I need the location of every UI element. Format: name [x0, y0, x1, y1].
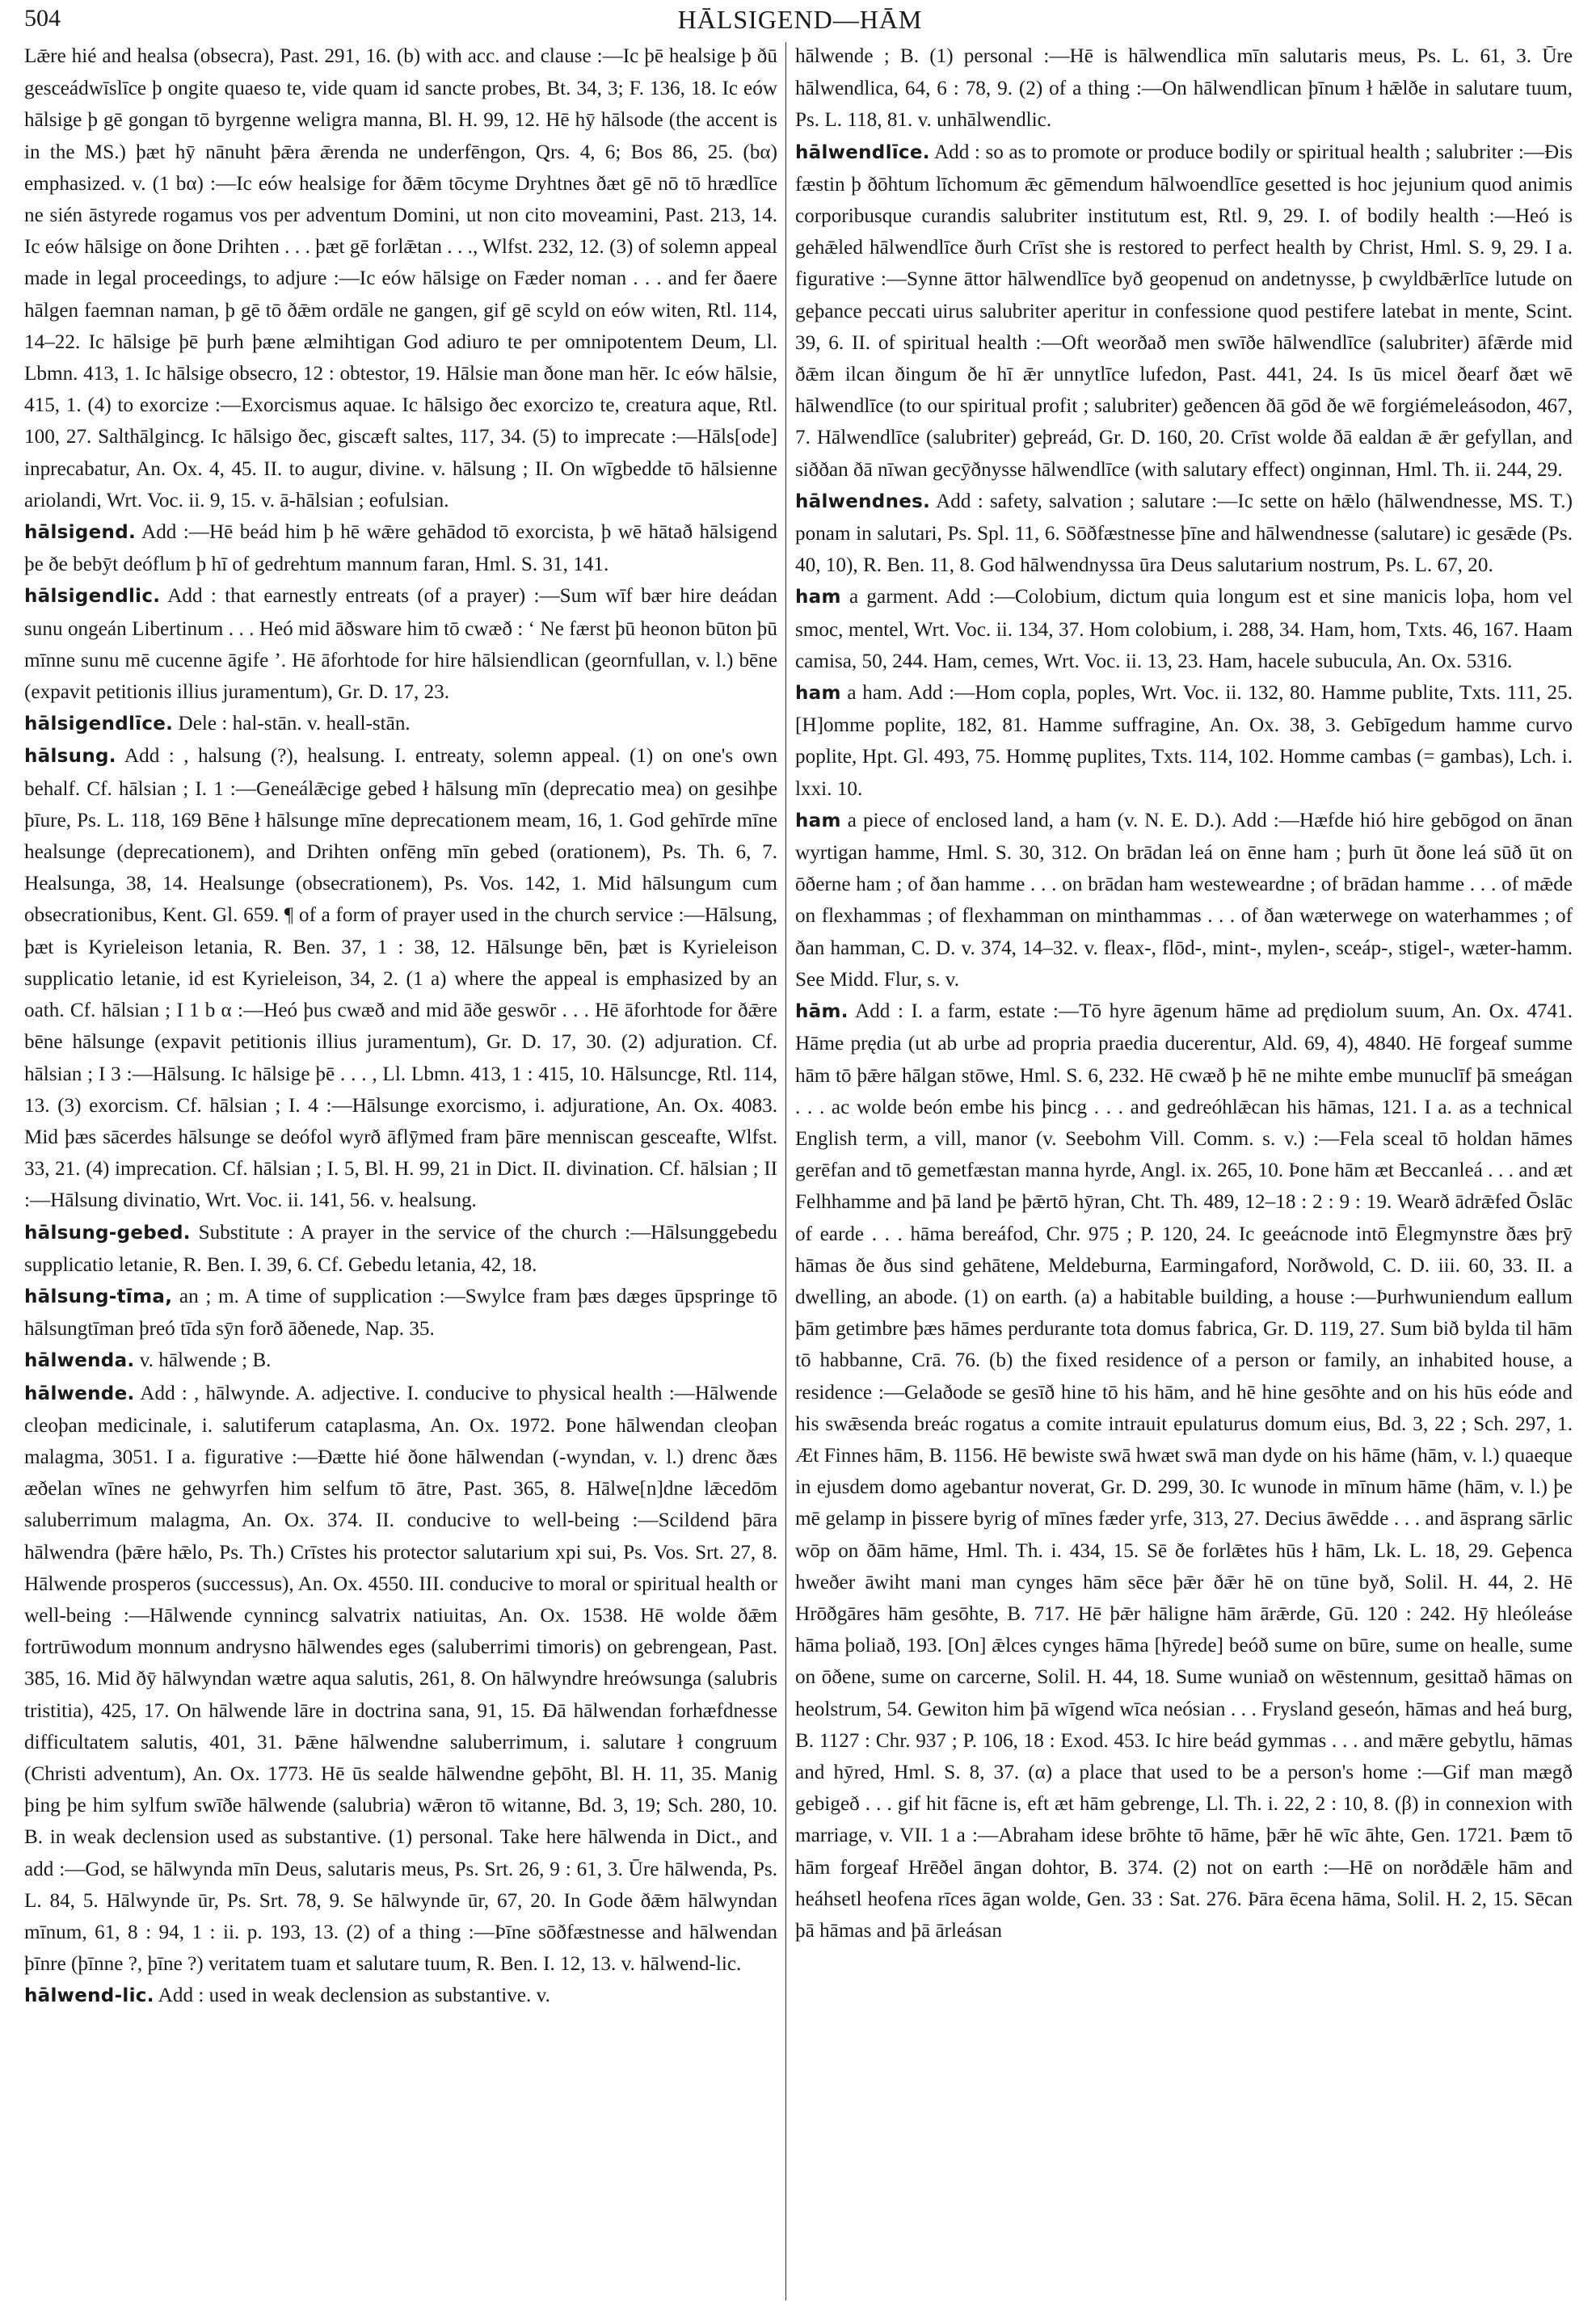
headword: hālwende. [24, 1383, 135, 1404]
headword: ham [795, 587, 841, 608]
headword: hālsigendlic. [24, 586, 161, 608]
dictionary-entry [24, 1281, 777, 1345]
column-divider [785, 42, 786, 2300]
headword: hālwenda. [24, 1350, 135, 1372]
dictionary-entry [24, 1378, 777, 1981]
dictionary-entry [24, 580, 777, 708]
dictionary-entry [795, 805, 1573, 996]
headword: hālsung-gebed. [24, 1222, 191, 1244]
dictionary-entry [24, 1217, 777, 1281]
dictionary-entry [24, 40, 777, 516]
left-column [24, 40, 777, 2013]
dictionary-entry [24, 708, 777, 740]
headword: ham [795, 810, 841, 831]
headword: hālsung-tīma, [24, 1286, 173, 1307]
headword: hālwendlīce. [795, 141, 930, 163]
headword: hālsigend. [24, 522, 136, 544]
headword: hālsigendlīce. [24, 714, 174, 735]
dictionary-entry [24, 1345, 777, 1377]
dictionary-entry [795, 581, 1573, 677]
headword: hālwend-lic. [24, 1985, 154, 2007]
entry-text: Add : , halsung (?), healsung. I. entreaty, solemn appeal. (1) on one's own behalf. Cf. hālsian ; I. 1 :—Geneálǣcige gebed ł hālsung mīn (deprecatio mea) on gesihþe þīure, Ps. L. 118, 169 Bēne ł hālsunge mīne deprecationem meam, 16, 1. God gehīrde mīne healsunge (deprecationem), and Drihten onfēng mīn gebed (orationem), Ps. Th. 6, 7. Healsunga, 38, 14. Healsunge (obsecrationem), Ps. Vos. 142, 1. Mid hālsungum cum obsecrationibus, Kent. Gl. 659. ¶ of a form of prayer used in the church service :—Hālsung, þæt is Kyrieleison letania, R. Ben. 37, 1 : 38, 12. Hālsunge bēn, þæt is Kyrieleison supplicatio letanie, id est Kyrieleison, 34, 2. (1 a) where the appeal is emphasized by an oath. Cf. hālsian ; I 1 b α :—Heó þus cwæð and mid āðe geswōr . . . Hē āforhtode for ðǣre bēne hālsunge (expavit petitionis illius juramentum), Gr. D. 17, 30. (2) adjuration. Cf. hālsian ; I 3 :—Hālsung. Ic hālsige þē . . . , Ll. Lbmn. 413, 1 : 415, 10. Hālsuncge, Rtl. 114, 13. (3) exorcism. Cf. hālsian ; I. 4 :—Hālsunge exorcismo, i. adjuratione, An. Ox. 4083. Mid þæs sācerdes hālsunge se deófol wyrð āflȳmed fram þāre menniscan gesceafte, Wlfst. 33, 21. (4) imprecation. Cf. hālsian ; I. 5, Bl. H. 99, 21 in Dict. II. divination. Cf. hālsian ; II :—Hālsung divinatio, Wrt. Voc. ii. 141, 56. v. healsung. [24, 745, 777, 1212]
entry-text: a piece of enclosed land, a ham (v. N. E. D.). Add :—Hæfde hió hire gebōgod on ānan wyrtigan hamme, Hml. S. 30, 312. On brādan leá on ēnne ham ; þurh ūt ðone leá sūð ūt on ōðerne ham ; of ðan hamme . . . on brādan ham westeweardne ; of brādan hamme . . . of mǣde on flexhammas ; of flexhamman on minthammas . . . of ðan wæterwege on waterhammes ; of ðan hamman, C. D. v. 374, 14–32. v. fleax-, flōd-, mint-, mylen-, sceáp-, stigel-, wæter-hamm. See Midd. Flur, s. v. [795, 809, 1573, 991]
entry-text: Add : , hālwynde. A. adjective. I. conducive to physical health :—Hālwende cleoþan medicinale, i. salutiferum cataplasma, An. Ox. 1972. Þone hālwendan cleoþan malagma, 3051. I a. figurative :—Ðætte hié ðone hālwendan (-wyndan, v. l.) drenc ðæs æðelan wīnes ne gehwyrfen him selfum tō ātre, Past. 365, 8. Hālwe[n]dne lǣcedōm saluberrimum malagma, An. Ox. 374. II. conducive to well-being :—Scildend þāra hālwendra (þǣre hǣlo, Ps. Th.) Crīstes his protector salutarium xpi sui, Ps. Vos. Srt. 27, 8. Hālwende prosperos (successus), An. Ox. 4550. III. conducive to moral or spiritual health or well-being :—Hālwende cynnincg salvatrix natiuitas, An. Ox. 1538. Hē wolde ðǣm fortrūwodum monnum andrysno hālwendes eges (saluberrimi timoris) on gebrengean, Past. 385, 16. Mid ðȳ hālwyndan wætre aqua salutis, 261, 8. On hālwyndre hreówsunga (salubris tristitia), 425, 17. On hālwende lāre in doctrina sana, 91, 15. Ðā hālwendan forhæfdnesse difficultatem salutis, 401, 31. Þǣne hālwendne saluberrimum, i. salutare ł congruum (Christi adventum), An. Ox. 1773. Hē ūs sealde hālwendne geþōht, Bl. H. 11, 35. Manig þing þe him sylfum swīðe hālwende (salubria) wǣron tō witanne, Bd. 3, 19; Sch. 280, 10. B. in weak declension used as substantive. (1) personal. Take here hālwenda in Dict., and add :—God, se hālwynda mīn Deus, salutaris meus, Ps. Srt. 26, 9 : 61, 3. Ūre hālwenda, Ps. L. 84, 5. Hālwynde ūr, Ps. Srt. 78, 9. Se hālwynde ūr, 67, 20. In Gode ðǣm hālwyndan mīnum, 61, 8 : 94, 1 : ii. p. 193, 13. (2) of a thing :—Þīne sōðfæstnesse and hālwendan þīnre (þīnne ?, þīne ?) veritatem tuam et salutare tuum, R. Ben. I. 12, 13. v. hālwend-lic. [24, 1382, 777, 1976]
headword: hām. [795, 1001, 849, 1023]
entry-text: a garment. Add :—Colobium, dictum quia longum est et sine manicis loþa, hom vel smoc, mentel, Wrt. Voc. ii. 134, 37. Hom colobium, i. 288, 34. Ham, hom, Txts. 46, 167. Haam camisa, 50, 244. Ham, cemes, Wrt. Voc. ii. 13, 23. Ham, hacele subucula, An. Ox. 5316. [795, 586, 1573, 672]
dictionary-entry [795, 996, 1573, 1947]
dictionary-entry [795, 486, 1573, 582]
headword: hālsung. [24, 746, 116, 768]
entry-text: Substitute : A prayer in the service of the church :—Hālsunggebedu supplicatio letanie, R. Ben. I. 39, 6. Cf. Gebedu letania, 42, 18. [24, 1221, 777, 1276]
right-column [795, 40, 1573, 1947]
dictionary-entry [795, 677, 1573, 805]
entry-text: Add :—Hē beád him þ hē wǣre gehādod tō exorcista, þ wē hātað hālsigend þe ðe bebȳt deóflum þ hī of gedrehtum mannum faran, Hml. S. 31, 141. [24, 521, 777, 576]
running-title: HĀLSIGEND—HĀM [677, 5, 923, 34]
dictionary-entry [24, 740, 777, 1216]
entry-text: Add : used in weak declension as substantive. v. [154, 1985, 550, 2007]
entry-text: Dele : hal-stān. v. heall-stān. [173, 713, 411, 735]
dictionary-entry [24, 1980, 777, 2012]
entry-text: Add : I. a farm, estate :—Tō hyre āgenum hāme ad prędiolum suum, An. Ox. 4741. Hāme prędia (ut ab urbe ad propria praedia ducerentur, Ald. 69, 4), 4840. Hē forgeaf summe hām tō þǣre hālgan stōwe, Hml. S. 6, 232. Hē cwæð þ hē ne mihte embe munuclīf þā smeágan . . . ac wolde beón embe his þincg . . . and gedreóhlǣcan his hāmas, 121. I a. as a technical English term, a vill, manor (v. Seebohm Vill. Comm. s. v.) :—Fela sceal tō holdan hāmes gerēfan and tō gemetfæstan manna hyrde, Angl. ix. 265, 10. Þone hām æt Beccanleá . . . and æt Felhhamme and þā land þe þǣrtō hȳran, Cht. Th. 489, 12–18 : 2 : 9 : 19. Wearð ādrǣfed Ōslāc of earde . . . hāma bereáfod, Chr. 975 ; P. 120, 24. Ic geeácnode intō Ēlegmynstre ðæs þrȳ hāmas ðe ðus sind gehātene, Meldeburna, Earmingaford, Norðwold, C. D. iii. 60, 33. II. a dwelling, an abode. (1) on earth. (a) a habitable building, a house :—Þurhwuniendum eallum þām getimbre þæs hāmes perdurante tota domus fabrica, Gr. D. 119, 27. Sum bið bylda til hām tō habbanne, Crā. 76. (b) the fixed residence of a person or family, an inhabited house, a residence :—Gelaðode se gesīð hine tō his hām, and hē hine gesōhte and on his hūs eóde and his swǣsenda breác rogatus a comite intrauit epulaturus domum eius, Bd. 3, 22 ; Sch. 297, 1. Æt Finnes hām, B. 1156. Hē bewiste swā hwæt swā man dyde on his hāme (hām, v. l.) quaeque in ejusdem domo agebantur noverat, Gr. D. 299, 30. Ic wunode in mīnum hāme (hām, v. l.) þe mē gelamp in þissere byrig of mīnes fæder yrfe, 313, 27. Decius āwēdde . . . and āsprang sārlic wōp on ðām hāme, Hml. Th. i. 434, 15. Sē ðe forlǣtes hūs ł hām, Lk. L. 18, 29. Geþenca hweðer āwiht mani man cynges hām sēce þǣr ðǣr hē on tūne byð, Solil. H. 44, 2. Hē Hrōðgāres hām gesōhte, B. 717. Hē þǣr hāligne hām ārǣrde, Gū. 120 : 242. Hȳ hleóleáse hāma þoliað, 193. [On] ǣlces cynges hāma [hȳrede] beóð sume on būre, sume on healle, sume on ōðene, sume on carcerne, Solil. H. 44, 18. Sume wuniað on wēstennum, gesittað hāmas on heolstrum, 54. Gewiton him þā wīgend wīca neósian . . . Frysland geseón, hāmas and heá burg, B. 1127 : Chr. 937 ; P. 106, 18 : Exod. 453. Ic hire beád gymmas . . . and mǣre gebytlu, hāmas and hȳred, Hml. S. 8, 37. (α) a place that used to be a person's home :—Gif man mægð gebigeð . . . gif hit fācne is, eft æt hām gebrenge, Ll. Th. i. 22, 2 : 10, 8. (β) in connexion with marriage, v. VII. 1 a :—Abraham idese brōhte tō hāme, þǣr hē wīc āhte, Gen. 1721. Þæm tō hām forgeaf Hrēðel āngan dohtor, B. 374. (2) not on earth :—Hē on norðdǣle hām and heáhsetl heofena rīces āgan wolde, Gen. 33 : Sat. 276. Þāra ēcena hāma, Solil. H. 2, 15. Sēcan þā hāmas and þā ārleásan [795, 1000, 1573, 1942]
entry-text: hālwende ; B. (1) personal :—Hē is hālwendlica mīn salutaris meus, Ps. L. 61, 3. Ūre hālwendlica, 64, 6 : 78, 9. (2) of a thing :—On hālwendlican þīnum ł hǣlðe in salutare tuum, Ps. L. 118, 81. v. unhālwendlic. [795, 45, 1573, 132]
entry-text: Add : so as to promote or produce bodily or spiritual health ; salubriter :—Ðis fæstin þ ðōhtum līchomum ǣc gēmendum hālwoendlīce gesetted is hoc jejunium quod animis corporibusque curandis salubriter institutum est, Rtl. 9, 29. I. of bodily health :—Heó is gehǣled hālwendlīce ðurh Crīst she is restored to perfect health by Christ, Hml. S. 9, 29. I a. figurative :—Synne āttor hālwendlīce byð geopenud on andetnysse, þ cwyldbǣrlīce lutude on geþance peccati uirus salubriter aperitur in confessione quod pestifere latebat in mente, Scint. 39, 6. II. of spiritual health :—Oft weorðað men swīðe hālwendlīce (salubriter) āfǣrde mid ðǣm ilcan ðingum ðe hī ǣr unnytlīce lufedon, Past. 441, 24. Is ūs micel ðearf ðæt wē hālwendlīce (to our spiritual profit ; salubriter) geðencen ðā gōd ðe wē forgiémeleásodon, 467, 7. Hālwendlīce (salubriter) geþreád, Gr. D. 160, 20. Crīst wolde ðā ealdan ǣ ǣr gefyllan, and siððan ðā nīwan gecȳðnysse hālwendlīce (with salutary effect) onginnan, Hml. Th. ii. 244, 29. [795, 141, 1573, 481]
headword: ham [795, 683, 841, 705]
headword: hālwendnes. [795, 490, 931, 512]
dictionary-entry [24, 516, 777, 580]
entry-text: Add : safety, salvation ; salutare :—Ic sette on hǣlo (hālwendnesse, MS. T.) ponam in salutari, Ps. Spl. 11, 6. Sōðfæstnesse þīne and hālwendnesse (salutare) ic gesǣde (Ps. 40, 10), R. Ben. 11, 8. God hālwendnyssa ūra Deus salutarium nostrum, Ps. L. 67, 20. [795, 490, 1573, 577]
entry-text: a ham. Add :—Hom copla, poples, Wrt. Voc. ii. 132, 80. Hamme publite, Txts. 111, 25. [H]omme poplite, 182, 81. Hamme suffragine, An. Ox. 38, 3. Gebīgedum hamme curvo poplite, Hpt. Gl. 493, 75. Hommę puplites, Txts. 114, 102. Homme cambas (= gambas), Lch. i. lxxi. 10. [795, 682, 1573, 800]
page-number: 504 [24, 5, 61, 32]
entry-text: v. hālwende ; B. [134, 1349, 272, 1372]
dictionary-entry [795, 40, 1573, 137]
page-header [24, 5, 1576, 40]
entry-text: Add : that earnestly entreats (of a prayer) :—Sum wīf bær hire deádan sunu ongeán Libertinum . . . Heó mid āðsware him tō cwæð : ‘ Ne færst þū heonon būton þū mīnne sunu mē cucenne āgife ’. Hē āforhtode for hire hālsiendlican (geornfullan, v. l.) bēne (expavit petitionis illius juramentum), Gr. D. 17, 23. [24, 585, 777, 704]
dictionary-entry [795, 137, 1573, 486]
entry-text: an ; m. A time of supplication :—Swylce fram þæs dæges ūpspringe tō hālsungtīman þreó tīda sȳn forð āðenede, Nap. 35. [24, 1285, 777, 1341]
entry-text: Lǣre hié and healsa (obsecra), Past. 291, 16. (b) with acc. and clause :—Ic þē healsige þ ðū gesceádwīslīce þ ongite quaeso te, vide quam id sancte probes, Bt. 34, 3; F. 136, 18. Ic eów hālsige þ gē gongan tō byrgenne weligra manna, Bl. H. 99, 12. Hē hȳ hālsode (the accent is in the MS.) þæt hȳ nānuht þǣra ǣrenda ne underfēngon, Qrs. 4, 6; Bos 86, 25. (bα) emphasized. v. (1 bα) :—Ic eów healsige for ðǣm tōcyme Dryhtnes ðæt gē nō tō hrædlīce ne sién āstyrede rogamus vos per adventum Domini, ut non cito moveamini, Past. 213, 14. Ic eów hālsige on ðone Drihten . . . þæt gē forlǣtan . . ., Wlfst. 232, 12. (3) of solemn appeal made in legal proceedings, to adjure :—Ic eów hālsige on Fæder noman . . . and fer ðaere hālgen faemnan naman, þ gē tō ðǣm ordāle ne gangen, gif gē scyld on eów witen, Rtl. 114, 14–22. Ic hālsige þē þurh þæne ælmihtigan God adiuro te per omnipotentem Deum, Ll. Lbmn. 413, 1. Ic hālsige obsecro, 12 : obtestor, 19. Hālsie man ðone man hēr. Ic eów hālsie, 415, 1. (4) to exorcize :—Exorcismus aquae. Ic hālsigo ðec exorcizo te, creatura aque, Rtl. 100, 27. Salthālgincg. Ic hālsigo ðec, giscæft saltes, 117, 34. (5) to imprecate :—Hāls[ode] inprecabatur, An. Ox. 4, 45. II. to augur, divine. v. hālsung ; II. On wīgbedde tō hālsienne ariolandi, Wrt. Voc. ii. 9, 15. v. ā-hālsian ; eofulsian. [24, 45, 777, 511]
